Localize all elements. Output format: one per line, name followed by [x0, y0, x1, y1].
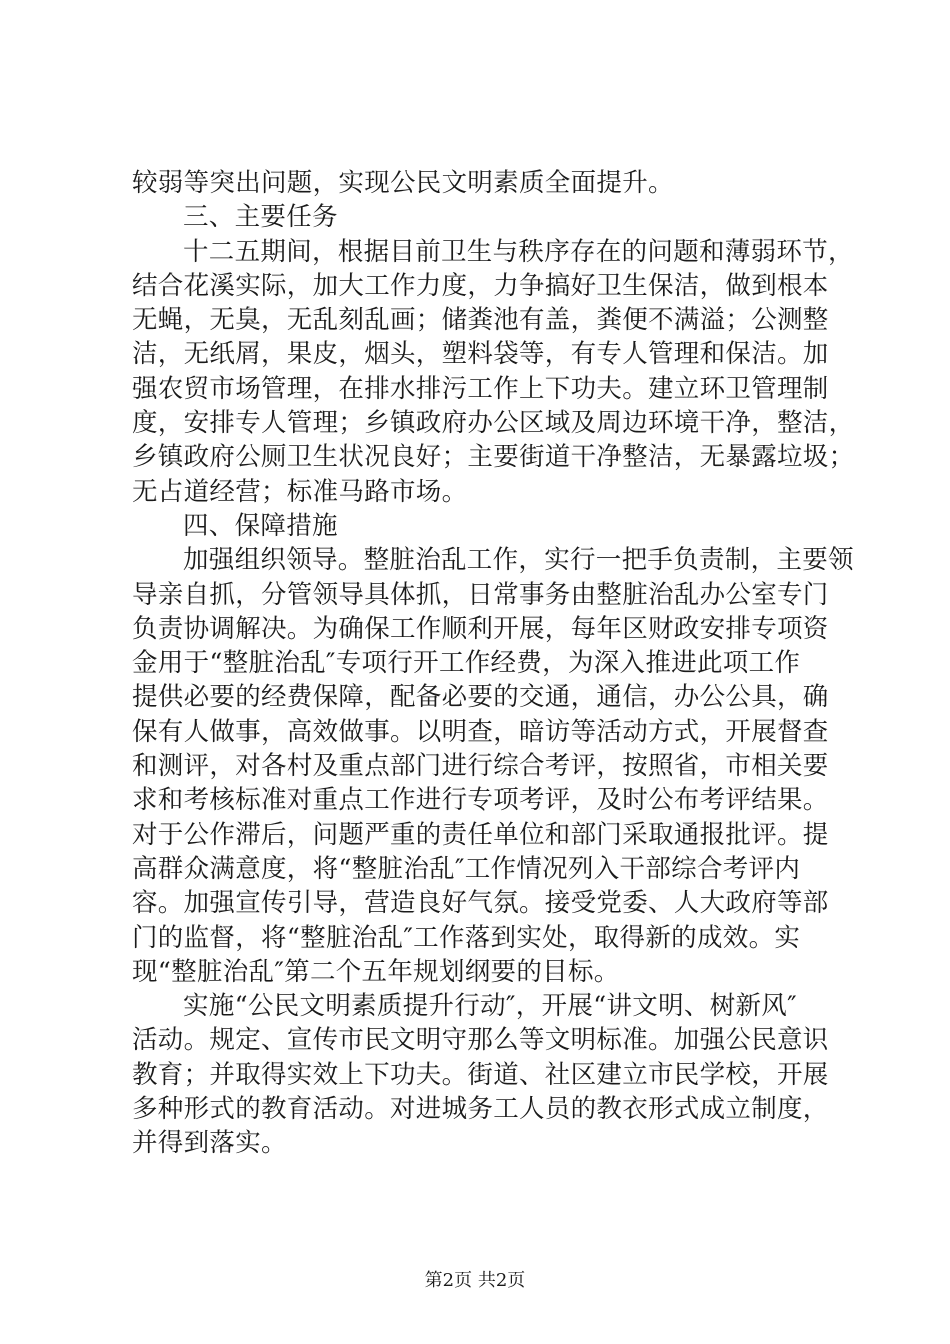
text-line: 提供必要的经费保障，配备必要的交通，通信，办公公具，确 [132, 682, 829, 713]
text-line: 并得到落实。 [132, 1128, 287, 1159]
page-number-footer: 第2页 共2页 [424, 1270, 526, 1291]
text-line: 活动。规定、宣传市民文明守那么等文明标准。加强公民意识 [132, 1025, 829, 1056]
text-line: 较弱等突出问题，实现公民文明素质全面提升。 [132, 168, 674, 198]
text-line: 金用于“整脏治乱″专项行开工作经费，为深入推进此项工作 [132, 648, 801, 679]
section-heading-main-tasks: 三、主要任务 [183, 202, 338, 233]
text-line: 负责协调解决。为确保工作顺利开展，每年区财政安排专项资 [132, 613, 829, 644]
text-line: 高群众满意度，将“整脏治乱″工作情况列入干部综合考评内 [132, 853, 801, 884]
text-line: 十二五期间，根据目前卫生与秩序存在的问题和薄弱环节， [183, 236, 854, 267]
document-body [132, 166, 855, 1161]
text-line: 度，安排专人管理；乡镇政府办公区域及周边环境干净，整洁， [132, 408, 855, 439]
text-line: 无蝇，无臭，无乱刻乱画；储粪池有盖，粪便不满溢；公测整 [132, 305, 829, 336]
text-line: 和测评，对各村及重点部门进行综合考评，按照省，市相关要 [132, 751, 829, 782]
text-line: 无占道经营；标准马路市场。 [132, 476, 468, 507]
text-line: 门的监督，将“整脏治乱″工作落到实处，取得新的成效。实 [132, 922, 801, 953]
section-heading-safeguards: 四、保障措施 [183, 510, 338, 541]
text-line: 教育；并取得实效上下功夫。街道、社区建立市民学校，开展 [132, 1059, 829, 1090]
text-line: 洁，无纸屑，果皮，烟头，塑料袋等，有专人管理和保洁。加 [132, 339, 829, 370]
text-line: 乡镇政府公厕卫生状况良好；主要街道干净整洁，无暴露垃圾； [132, 442, 855, 473]
text-line: 求和考核标准对重点工作进行专项考评，及时公布考评结果。 [132, 785, 829, 816]
text-line: 结合花溪实际，加大工作力度，力争搞好卫生保洁，做到根本 [132, 270, 829, 301]
text-line: 现“整脏治乱″第二个五年规划纲要的目标。 [132, 956, 620, 987]
text-line: 多种形式的教育活动。对进城务工人员的教衣形式成立制度， [132, 1094, 829, 1125]
text-line: 容。加强宣传引导，营造良好气氛。接受党委、人大政府等部 [132, 888, 829, 919]
text-line: 导亲自抓，分管领导具体抓，日常事务由整脏治乱办公室专门 [132, 579, 829, 610]
text-line: 实施“公民文明素质提升行动″，开展“讲文明、树新风″ [183, 991, 797, 1022]
text-line: 保有人做事，高效做事。以明查，暗访等活动方式，开展督查 [132, 716, 829, 747]
text-line: 加强组织领导。整脏治乱工作，实行一把手负责制，主要领 [183, 545, 854, 576]
text-line: 强农贸市场管理，在排水排污工作上下功夫。建立环卫管理制 [132, 373, 829, 404]
text-line: 对于公作滞后，问题严重的责任单位和部门采取通报批评。提 [132, 819, 829, 850]
